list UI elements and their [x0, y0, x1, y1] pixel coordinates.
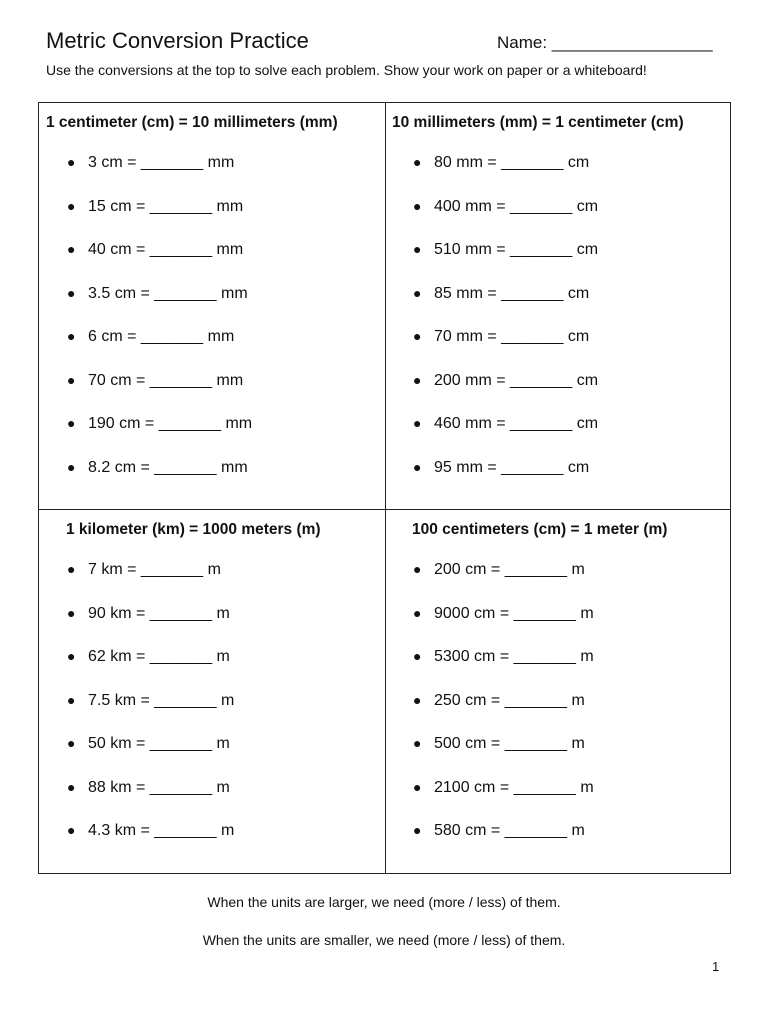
bullet-icon: ● [413, 328, 422, 344]
problem-text: 250 cm = _______ m [434, 691, 585, 709]
problem-text: 510 mm = _______ cm [434, 241, 599, 258]
problem-text: 7 km = _______ m [88, 561, 221, 578]
problem-item [67, 328, 252, 372]
problem-item [413, 415, 598, 459]
quadrant-heading: 1 centimeter (cm) = 10 millimeters (mm) [46, 114, 338, 131]
problem-text: 80 mm = _______ cm [434, 154, 590, 171]
bullet-icon: ● [413, 648, 422, 664]
problem-item [67, 561, 234, 605]
bullet-icon: ● [67, 561, 76, 577]
bullet-icon: ● [413, 415, 422, 431]
problem-item [413, 459, 598, 503]
bullet-icon: ● [67, 735, 76, 751]
bullet-icon: ● [67, 197, 76, 214]
problem-item [67, 735, 234, 779]
problem-item [413, 648, 594, 692]
problem-item [413, 285, 598, 329]
problem-text: 8.2 cm = _______ mm [88, 458, 248, 476]
reflection-question-larger: When the units are larger, we need (more / less) of them. [207, 894, 561, 910]
bullet-icon: ● [413, 371, 422, 388]
problem-text: 70 cm = _______ mm [88, 371, 244, 389]
bullet-icon: ● [67, 691, 76, 708]
problem-list [413, 154, 598, 502]
page-number: 1 [712, 959, 720, 974]
problem-text: 200 mm = _______ cm [434, 371, 599, 389]
bullet-icon: ● [413, 458, 422, 475]
bullet-icon: ● [413, 154, 422, 170]
problem-list [67, 154, 252, 502]
problem-text: 95 mm = _______ cm [434, 458, 590, 476]
problem-item [413, 605, 594, 649]
problem-item [413, 372, 598, 416]
problem-text: 40 cm = _______ mm [88, 241, 244, 258]
grid-divider-horizontal [39, 509, 730, 510]
problem-item [413, 198, 598, 242]
problem-item [67, 285, 252, 329]
problem-list [413, 561, 594, 866]
problem-item [67, 822, 234, 866]
bullet-icon: ● [67, 284, 76, 301]
problem-item [67, 692, 234, 736]
problem-item [413, 328, 598, 372]
problem-item [413, 779, 594, 823]
bullet-icon: ● [413, 735, 422, 751]
bullet-icon: ● [413, 197, 422, 214]
problem-item [67, 241, 252, 285]
problem-item [413, 822, 594, 866]
problem-text: 400 mm = _______ cm [434, 197, 599, 215]
problem-item [67, 779, 234, 823]
problem-text: 6 cm = _______ mm [88, 328, 235, 345]
problem-item [413, 561, 594, 605]
instructions: Use the conversions at the top to solve each problem. Show your work on paper or a whiteboard! [46, 62, 647, 78]
problem-item [67, 372, 252, 416]
problem-text: 7.5 km = _______ m [88, 691, 235, 709]
page-title: Metric Conversion Practice [46, 28, 309, 53]
bullet-icon: ● [413, 822, 422, 838]
bullet-icon: ● [67, 648, 76, 664]
problem-text: 500 cm = _______ m [434, 735, 585, 752]
reflection-question-smaller: When the units are smaller, we need (more / less) of them. [202, 932, 566, 948]
problem-text: 4.3 km = _______ m [88, 822, 235, 839]
problem-item [67, 648, 234, 692]
bullet-icon: ● [67, 241, 76, 257]
bullet-icon: ● [67, 371, 76, 388]
problem-text: 3 cm = _______ mm [88, 154, 235, 171]
problem-text: 200 cm = _______ m [434, 561, 585, 578]
problem-text: 580 cm = _______ m [434, 822, 585, 839]
bullet-icon: ● [67, 604, 76, 621]
bullet-icon: ● [67, 458, 76, 475]
problem-text: 2100 cm = _______ m [434, 778, 594, 796]
bullet-icon: ● [413, 778, 422, 795]
problem-text: 50 km = _______ m [88, 735, 230, 752]
name-field: Name: _________________ [497, 33, 713, 52]
quadrant-heading: 1 kilometer (km) = 1000 meters (m) [66, 521, 321, 538]
problem-text: 70 mm = _______ cm [434, 328, 590, 345]
problem-text: 90 km = _______ m [88, 604, 230, 622]
problem-text: 9000 cm = _______ m [434, 604, 594, 622]
problem-text: 460 mm = _______ cm [434, 415, 599, 432]
bullet-icon: ● [413, 561, 422, 577]
bullet-icon: ● [67, 154, 76, 170]
problem-item [67, 198, 252, 242]
worksheet-grid [38, 102, 731, 874]
problem-list [67, 561, 234, 866]
problem-item [413, 241, 598, 285]
problem-text: 5300 cm = _______ m [434, 648, 594, 665]
problem-text: 88 km = _______ m [88, 778, 230, 796]
bullet-icon: ● [413, 691, 422, 708]
problem-text: 85 mm = _______ cm [434, 284, 590, 302]
bullet-icon: ● [67, 822, 76, 838]
problem-item [413, 735, 594, 779]
problem-item [67, 415, 252, 459]
problem-text: 3.5 cm = _______ mm [88, 284, 248, 302]
bullet-icon: ● [67, 778, 76, 795]
problem-text: 15 cm = _______ mm [88, 197, 244, 215]
problem-text: 190 cm = _______ mm [88, 415, 253, 432]
bullet-icon: ● [67, 328, 76, 344]
bullet-icon: ● [413, 284, 422, 301]
bullet-icon: ● [413, 241, 422, 257]
problem-item [67, 154, 252, 198]
problem-item [413, 154, 598, 198]
quadrant-heading: 100 centimeters (cm) = 1 meter (m) [412, 521, 668, 538]
problem-text: 62 km = _______ m [88, 648, 230, 665]
problem-item [413, 692, 594, 736]
problem-item [67, 605, 234, 649]
problem-item [67, 459, 252, 503]
quadrant-heading: 10 millimeters (mm) = 1 centimeter (cm) [392, 114, 684, 131]
grid-divider-vertical [385, 103, 386, 873]
bullet-icon: ● [413, 604, 422, 621]
bullet-icon: ● [67, 415, 76, 431]
